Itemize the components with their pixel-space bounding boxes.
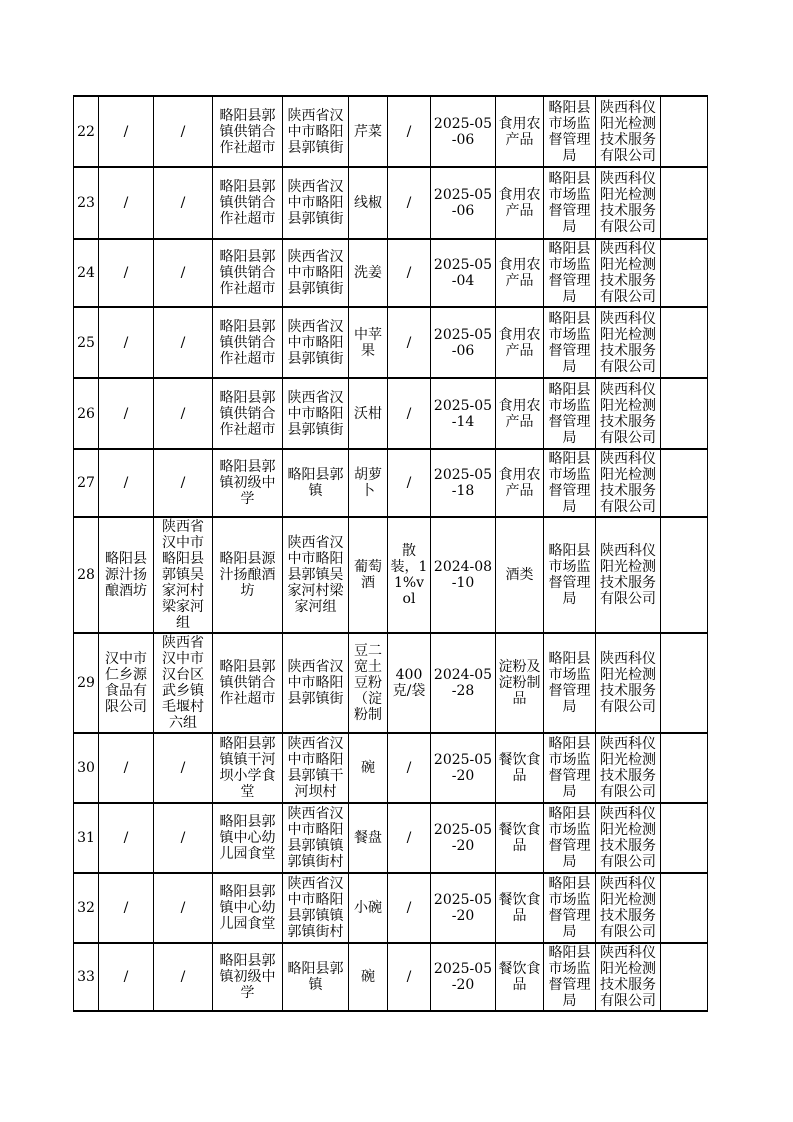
cell-date: 2025-05-04 (431, 239, 496, 307)
cell-authority: 略阳县市场监督管理局 (544, 239, 596, 307)
table-row (74, 449, 708, 517)
cell-agency: 陕西科仪阳光检测技术服务有限公司 (596, 378, 661, 449)
cell-producer-address: / (154, 449, 213, 517)
cell-sampled-unit: 略阳县郭镇中心幼儿园食堂 (213, 873, 283, 943)
cell-remark (661, 449, 708, 517)
cell-date: 2025-05-20 (431, 943, 496, 1011)
sampling-table-body (74, 96, 708, 1011)
cell-category: 食用农产品 (496, 378, 544, 449)
cell-agency: 陕西科仪阳光检测技术服务有限公司 (596, 239, 661, 307)
cell-sampled-unit: 略阳县郭镇供销合作社超市 (213, 96, 283, 167)
cell-category: 食用农产品 (496, 307, 544, 378)
cell-authority: 略阳县市场监督管理局 (544, 378, 596, 449)
cell-producer-name: / (99, 239, 154, 307)
cell-authority: 略阳县市场监督管理局 (544, 873, 596, 943)
cell-agency: 陕西科仪阳光检测技术服务有限公司 (596, 517, 661, 633)
cell-sampled-unit-address: 陕西省汉中市略阳县郭镇街 (283, 96, 349, 167)
cell-sampled-unit-address: 略阳县郭镇 (283, 449, 349, 517)
cell-authority: 略阳县市场监督管理局 (544, 733, 596, 803)
cell-producer-name: / (99, 943, 154, 1011)
cell-agency: 陕西科仪阳光检测技术服务有限公司 (596, 943, 661, 1011)
cell-spec: / (388, 96, 431, 167)
cell-remark (661, 167, 708, 239)
cell-sampled-unit: 略阳县郭镇供销合作社超市 (213, 633, 283, 733)
cell-category: 餐饮食品 (496, 803, 544, 873)
cell-producer-name: / (99, 449, 154, 517)
cell-producer-address: / (154, 943, 213, 1011)
table-row (74, 733, 708, 803)
cell-remark (661, 517, 708, 633)
cell-authority: 略阳县市场监督管理局 (544, 943, 596, 1011)
cell-date: 2025-05-20 (431, 733, 496, 803)
cell-authority: 略阳县市场监督管理局 (544, 517, 596, 633)
cell-sampled-unit-address: 陕西省汉中市略阳县郭镇干河坝村 (283, 733, 349, 803)
cell-sampled-unit: 略阳县郭镇初级中学 (213, 449, 283, 517)
cell-agency: 陕西科仪阳光检测技术服务有限公司 (596, 633, 661, 733)
cell-producer-name: / (99, 803, 154, 873)
table-row (74, 239, 708, 307)
cell-food-name: 胡萝卜 (349, 449, 388, 517)
cell-date: 2024-08-10 (431, 517, 496, 633)
cell-producer-name: 略阳县源汁扬酿酒坊 (99, 517, 154, 633)
cell-sampled-unit: 略阳县郭镇供销合作社超市 (213, 239, 283, 307)
cell-producer-name: / (99, 96, 154, 167)
cell-date: 2025-05-06 (431, 307, 496, 378)
cell-agency: 陕西科仪阳光检测技术服务有限公司 (596, 873, 661, 943)
cell-producer-address: / (154, 96, 213, 167)
table-row (74, 517, 708, 633)
cell-producer-address: / (154, 167, 213, 239)
cell-date: 2025-05-14 (431, 378, 496, 449)
cell-agency: 陕西科仪阳光检测技术服务有限公司 (596, 307, 661, 378)
table-row (74, 633, 708, 733)
cell-sampled-unit-address: 陕西省汉中市略阳县郭镇街 (283, 307, 349, 378)
cell-category: 餐饮食品 (496, 873, 544, 943)
cell-remark (661, 873, 708, 943)
cell-sampled-unit-address: 陕西省汉中市略阳县郭镇街 (283, 378, 349, 449)
cell-num: 31 (74, 803, 99, 873)
cell-spec: 散装，11%vol (388, 517, 431, 633)
cell-category: 食用农产品 (496, 449, 544, 517)
cell-category: 食用农产品 (496, 167, 544, 239)
cell-food-name: 线椒 (349, 167, 388, 239)
cell-category: 餐饮食品 (496, 733, 544, 803)
cell-food-name: 豆二宽土豆粉（淀粉制 (349, 633, 388, 733)
cell-producer-name: / (99, 307, 154, 378)
cell-spec: / (388, 167, 431, 239)
cell-food-name: 小碗 (349, 873, 388, 943)
cell-spec: / (388, 239, 431, 307)
table-row (74, 96, 708, 167)
cell-spec: / (388, 733, 431, 803)
cell-producer-name: / (99, 733, 154, 803)
cell-spec: / (388, 378, 431, 449)
cell-sampled-unit: 略阳县郭镇初级中学 (213, 943, 283, 1011)
cell-producer-name: / (99, 378, 154, 449)
cell-food-name: 芹菜 (349, 96, 388, 167)
cell-sampled-unit-address: 陕西省汉中市略阳县郭镇吴家河村梁家河组 (283, 517, 349, 633)
cell-category: 食用农产品 (496, 239, 544, 307)
cell-num: 25 (74, 307, 99, 378)
cell-sampled-unit: 略阳县郭镇镇干河坝小学食堂 (213, 733, 283, 803)
cell-spec: / (388, 873, 431, 943)
cell-agency: 陕西科仪阳光检测技术服务有限公司 (596, 449, 661, 517)
cell-remark (661, 633, 708, 733)
cell-sampled-unit-address: 陕西省汉中市略阳县郭镇街 (283, 239, 349, 307)
cell-producer-address: / (154, 733, 213, 803)
cell-producer-name: 汉中市仁乡源食品有限公司 (99, 633, 154, 733)
cell-producer-address: 陕西省汉中市汉台区武乡镇毛堰村六组 (154, 633, 213, 733)
cell-num: 29 (74, 633, 99, 733)
cell-authority: 略阳县市场监督管理局 (544, 449, 596, 517)
cell-num: 28 (74, 517, 99, 633)
cell-remark (661, 733, 708, 803)
cell-num: 32 (74, 873, 99, 943)
cell-spec: 400克/袋 (388, 633, 431, 733)
cell-producer-address: 陕西省汉中市略阳县郭镇吴家河村梁家河组 (154, 517, 213, 633)
cell-producer-address: / (154, 378, 213, 449)
cell-remark (661, 378, 708, 449)
cell-agency: 陕西科仪阳光检测技术服务有限公司 (596, 96, 661, 167)
cell-sampled-unit-address: 陕西省汉中市略阳县郭镇镇郭镇街村 (283, 873, 349, 943)
cell-date: 2025-05-06 (431, 96, 496, 167)
cell-producer-address: / (154, 873, 213, 943)
cell-agency: 陕西科仪阳光检测技术服务有限公司 (596, 733, 661, 803)
cell-authority: 略阳县市场监督管理局 (544, 96, 596, 167)
cell-category: 食用农产品 (496, 96, 544, 167)
cell-date: 2024-05-28 (431, 633, 496, 733)
cell-remark (661, 307, 708, 378)
cell-sampled-unit: 略阳县源汁扬酿酒坊 (213, 517, 283, 633)
cell-spec: / (388, 943, 431, 1011)
cell-authority: 略阳县市场监督管理局 (544, 307, 596, 378)
cell-authority: 略阳县市场监督管理局 (544, 167, 596, 239)
cell-producer-address: / (154, 239, 213, 307)
cell-food-name: 葡萄酒 (349, 517, 388, 633)
cell-producer-address: / (154, 803, 213, 873)
cell-sampled-unit: 略阳县郭镇中心幼儿园食堂 (213, 803, 283, 873)
table-row (74, 943, 708, 1011)
cell-num: 24 (74, 239, 99, 307)
cell-category: 餐饮食品 (496, 943, 544, 1011)
table-row (74, 873, 708, 943)
cell-producer-name: / (99, 167, 154, 239)
cell-food-name: 碗 (349, 733, 388, 803)
cell-remark (661, 239, 708, 307)
cell-num: 22 (74, 96, 99, 167)
cell-sampled-unit: 略阳县郭镇供销合作社超市 (213, 378, 283, 449)
cell-date: 2025-05-06 (431, 167, 496, 239)
cell-category: 酒类 (496, 517, 544, 633)
cell-sampled-unit-address: 陕西省汉中市略阳县郭镇镇郭镇街村 (283, 803, 349, 873)
cell-date: 2025-05-18 (431, 449, 496, 517)
cell-food-name: 沃柑 (349, 378, 388, 449)
cell-producer-name: / (99, 873, 154, 943)
cell-spec: / (388, 307, 431, 378)
cell-food-name: 餐盘 (349, 803, 388, 873)
cell-food-name: 碗 (349, 943, 388, 1011)
cell-agency: 陕西科仪阳光检测技术服务有限公司 (596, 167, 661, 239)
cell-food-name: 洗姜 (349, 239, 388, 307)
cell-sampled-unit: 略阳县郭镇供销合作社超市 (213, 307, 283, 378)
table-row (74, 167, 708, 239)
table-row (74, 803, 708, 873)
cell-spec: / (388, 449, 431, 517)
table-row (74, 307, 708, 378)
cell-sampled-unit: 略阳县郭镇供销合作社超市 (213, 167, 283, 239)
cell-authority: 略阳县市场监督管理局 (544, 633, 596, 733)
cell-producer-address: / (154, 307, 213, 378)
cell-num: 30 (74, 733, 99, 803)
cell-food-name: 中苹果 (349, 307, 388, 378)
cell-date: 2025-05-20 (431, 803, 496, 873)
cell-spec: / (388, 803, 431, 873)
cell-agency: 陕西科仪阳光检测技术服务有限公司 (596, 803, 661, 873)
cell-sampled-unit-address: 略阳县郭镇 (283, 943, 349, 1011)
cell-num: 27 (74, 449, 99, 517)
cell-sampled-unit-address: 陕西省汉中市略阳县郭镇街 (283, 633, 349, 733)
cell-remark (661, 943, 708, 1011)
cell-num: 33 (74, 943, 99, 1011)
sampling-records-table (73, 95, 708, 1012)
cell-date: 2025-05-20 (431, 873, 496, 943)
cell-num: 26 (74, 378, 99, 449)
cell-sampled-unit-address: 陕西省汉中市略阳县郭镇街 (283, 167, 349, 239)
cell-authority: 略阳县市场监督管理局 (544, 803, 596, 873)
cell-remark (661, 96, 708, 167)
cell-category: 淀粉及淀粉制品 (496, 633, 544, 733)
table-row (74, 378, 708, 449)
cell-remark (661, 803, 708, 873)
cell-num: 23 (74, 167, 99, 239)
